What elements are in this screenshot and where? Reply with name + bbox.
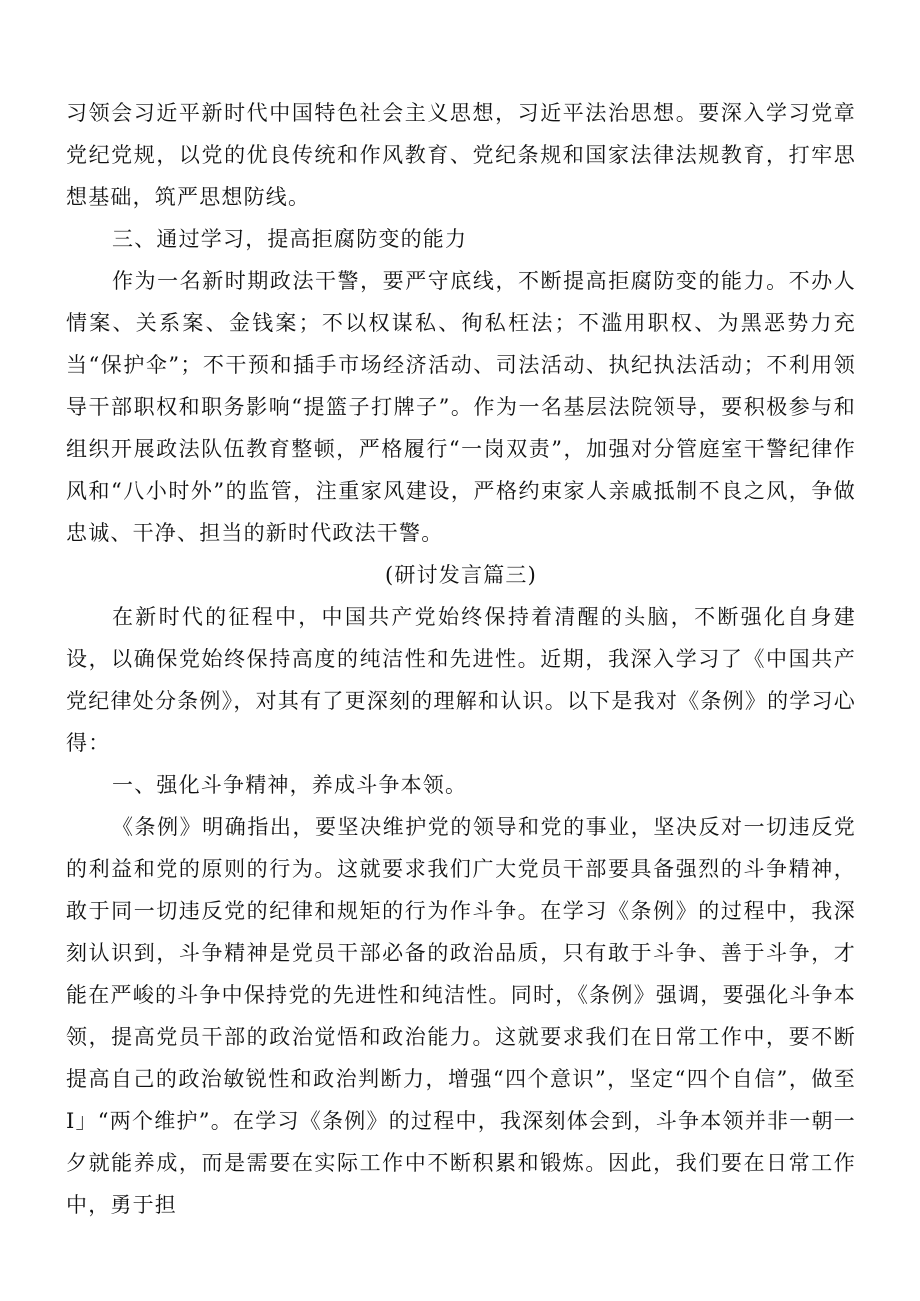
paragraph-intro: 在新时代的征程中，中国共产党始终保持着清醒的头脑，不断强化自身建设，以确保党始终保持高度的纯洁性和先进性。近期，我深入学习了《中国共产党纪律处分条例》，对其有了更深刻的理解和认识。以下是我对《条例》的学习心得： [66,605,856,755]
section-heading-one: 一、强化斗争精神，养成斗争本领。 [112,773,468,797]
speech-title-part-three: (研讨发言篇三) [385,563,537,587]
paragraph-continuation: 习领会习近平新时代中国特色社会主义思想，习近平法治思想。要深入学习党章党纪党规，以党的优良传统和作风教育、党纪条规和国家法律法规教育，打牢思想基础，筑严思想防线。 [66,101,856,209]
document-body [66,92,856,1226]
paragraph-integrity: 作为一名新时期政法干警，要严守底线，不断提高拒腐防变的能力。不办人情案、关系案、金钱案；不以权谋私、徇私枉法；不滥用职权、为黑恶势力充当“保护伞”；不干预和插手市场经济活动、司法活动、执纪执法活动；不利用领导干部职权和职务影响“提篮子打牌子”。作为一名基层法院领导，要积极参与和组织开展政法队伍教育整顿，严格履行“一岗双责”，加强对分管庭室干警纪律作风和“八小时外”的监管，注重家风建设，严格约束家人亲戚抵制不良之风，争做忠诚、干净、担当的新时代政法干警。 [66,269,856,545]
paragraph-struggle-spirit: 《条例》明确指出，要坚决维护党的领导和党的事业，坚决反对一切违反党的利益和党的原则的行为。这就要求我们广大党员干部要具备强烈的斗争精神，敢于同一切违反党的纪律和规矩的行为作斗争。在学习《条例》的过程中，我深刻认识到，斗争精神是党员干部必备的政治品质，只有敢于斗争、善于斗争，才能在严峻的斗争中保持党的先进性和纯洁性。同时，《条例》强调，要强化斗争本领，提高党员干部的政治觉悟和政治能力。这就要求我们在日常工作中，要不断提高自己的政治敏锐性和政治判断力，增强“四个意识”，坚定“四个自信”，做至I」“两个维护”。在学习《条例》的过程中，我深刻体会到，斗争本领并非一朝一夕就能养成，而是需要在实际工作中不断积累和锻炼。因此，我们要在日常工作中，勇于担 [66,815,856,1217]
section-heading-three: 三、通过学习，提高拒腐防变的能力 [112,227,468,251]
